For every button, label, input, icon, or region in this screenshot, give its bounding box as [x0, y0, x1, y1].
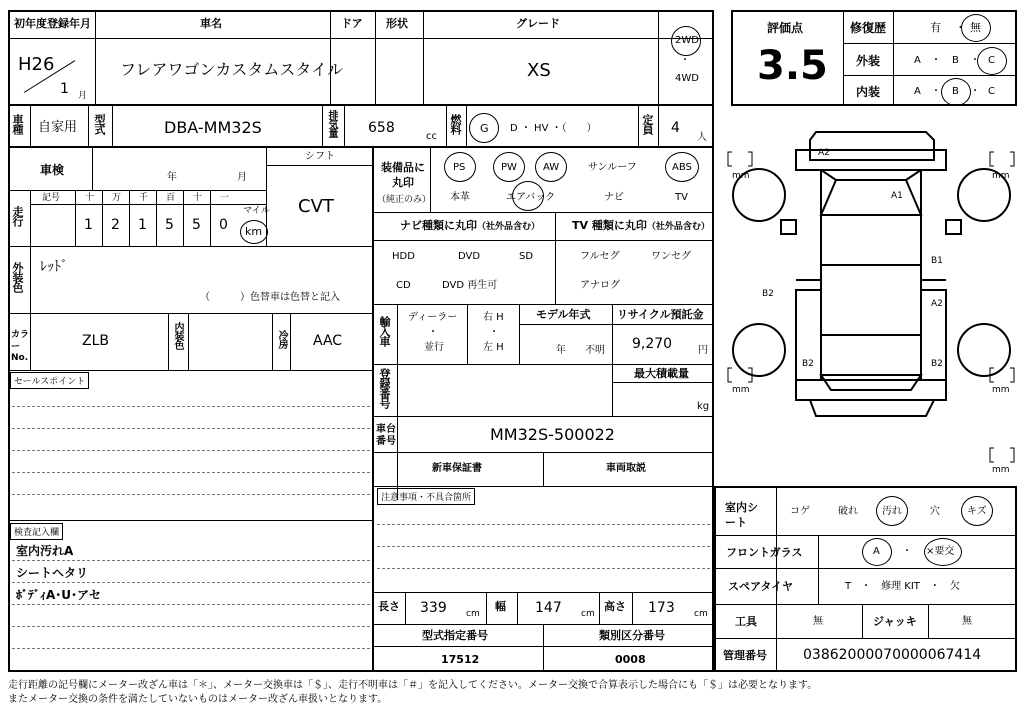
footer-line-1: 走行距離の記号欄にメーター改ざん車は「＊」、メーター交換車は「＄」、走行不明車は「＃」を記入してください。メーター交換で合算表示した場合にも「＄」は必要となります。 [8, 680, 818, 691]
int-color-label: 内装色 [172, 322, 183, 349]
month-unit: 月 [78, 91, 88, 101]
capacity-label: 定員 [641, 114, 654, 134]
repair-no: 無 [970, 21, 981, 34]
era-year: H26 [18, 54, 55, 75]
spec-row [8, 106, 714, 148]
mileage-digit: 0 [219, 217, 228, 233]
model-year-label: モデル年式 [536, 308, 591, 321]
ext-color: ﾚｯﾄﾞ [40, 259, 68, 275]
km-label: km [245, 225, 263, 238]
model-year: 年 [556, 345, 566, 356]
digit-header: 十 [193, 193, 203, 203]
interior-label: 内装 [856, 85, 881, 99]
tv-equip: TV [675, 192, 688, 203]
glass-need: ×要交 [926, 546, 955, 557]
mgmt: 03862000070000067414 [803, 647, 982, 663]
interior-c: C [988, 86, 995, 97]
width: 147 [535, 600, 562, 616]
capacity-unit: 人 [697, 132, 707, 143]
height: 173 [648, 600, 675, 616]
tv-analog: アナログ [580, 280, 620, 291]
repair-sep: ・ [955, 21, 966, 34]
ac-label: 冷房 [276, 330, 287, 348]
interior-a: A [914, 86, 921, 97]
navi-equip: ナビ [604, 192, 624, 203]
drive-2wd: 2WD [675, 35, 699, 46]
dashed-line [12, 472, 370, 473]
grade-label: グレード [516, 17, 560, 30]
ext-color-label: 外装色 [11, 262, 24, 292]
spare-options: T ・ 修理 KIT ・ 欠 [845, 581, 960, 592]
digit-header: 百 [166, 193, 176, 203]
drive-sep: ・ [680, 55, 690, 66]
car-diagram [726, 120, 1018, 476]
mileage-digit: 2 [111, 217, 120, 233]
kg: kg [697, 401, 710, 412]
import-sep: ・ [428, 327, 438, 338]
dashed-line [12, 582, 370, 583]
seat-ana: 穴 [930, 506, 940, 517]
seat-kizu: キズ [967, 506, 987, 517]
displacement: 658 [368, 120, 395, 136]
ac: AAC [313, 333, 343, 349]
inspector-label: 検査記入欄 [10, 523, 63, 540]
dashed-line [12, 648, 370, 649]
score-value: 3.5 [757, 43, 828, 89]
lr-sep: ・ [489, 327, 499, 338]
glass-a: A [873, 546, 880, 557]
airbag: エアバック [506, 192, 556, 203]
interior-sep1: ・ [931, 86, 941, 97]
drive-4wd: 4WD [675, 73, 699, 84]
chassis: MM32S-500022 [490, 425, 615, 444]
length: 339 [420, 600, 447, 616]
inspector-line-2: シートヘタリ [16, 566, 89, 580]
class-no: 0008 [615, 653, 646, 666]
recycle: 9,270 [632, 336, 673, 352]
color-note: （ ）色替車は色替と記入 [200, 292, 340, 303]
exterior-a: A [914, 55, 921, 66]
manual: 車両取説 [606, 463, 646, 474]
cc-unit: cc [426, 131, 437, 142]
exterior-b: B [952, 55, 959, 66]
length-label: 長さ [378, 600, 400, 613]
score-label: 評価点 [767, 21, 804, 35]
dashed-line [12, 626, 370, 627]
leather: 本革 [450, 192, 470, 203]
mgmt-label: 管理番号 [723, 649, 767, 662]
interior-b: B [952, 86, 959, 97]
dashed-line [377, 568, 710, 569]
first-reg-label: 初年度登録年月 [14, 17, 91, 30]
class-no-label: 類別区分番号 [599, 629, 665, 642]
car-name: フレアワゴンカスタムスタイル [120, 60, 344, 79]
tools: 無 [813, 616, 823, 627]
tv-oneseg: ワンセグ [651, 251, 691, 262]
glass-label: フロントガラス [726, 546, 803, 559]
chassis-label: 車台番号 [376, 424, 396, 447]
abs: ABS [672, 162, 692, 173]
seat-label: 室内シート [725, 501, 758, 530]
color-code: ZLB [82, 333, 109, 349]
jack: 無 [962, 616, 972, 627]
footer-line-2: またメーター交換の条件を満たしていないものはメーター改ざん車扱いとなります。 [8, 694, 388, 705]
shaken-year: 年 [167, 172, 177, 183]
right-h: 右 H [483, 312, 504, 323]
navi-cd: CD [396, 280, 411, 291]
usage: 自家用 [38, 120, 78, 135]
dashed-line [12, 560, 370, 561]
diag-b2-left: B2 [762, 289, 774, 299]
sales-point-label: セールスポイント [10, 372, 89, 389]
tools-label: 工具 [735, 615, 757, 628]
diag-mm-rl: mm [732, 385, 750, 395]
diag-mm-spare: mm [992, 465, 1010, 475]
height-label: 高さ [604, 600, 626, 613]
model-year-unknown: 不明 [585, 345, 605, 356]
model: DBA-MM32S [164, 118, 262, 137]
navi-title: ナビ種類に丸印（社外品含む） [400, 219, 541, 232]
tv-fullseg: フルセグ [580, 251, 620, 262]
mileage-label: 走行 [11, 206, 24, 226]
type-no-label: 型式指定番号 [422, 629, 488, 642]
interior-sep2: ・ [970, 86, 980, 97]
spare-label: スペアタイヤ [728, 580, 794, 593]
import-label: 輸入車 [378, 316, 391, 346]
shape-label: 形状 [386, 17, 408, 30]
mile-label: マイル [243, 206, 270, 216]
exterior-sep2: ・ [970, 55, 980, 66]
import-dealer: ディーラー [408, 312, 458, 323]
seat-yogore: 汚れ [882, 506, 902, 517]
sunroof: サンルーフ [588, 162, 637, 173]
warranty: 新車保証書 [432, 463, 482, 474]
digit-header: 十 [85, 193, 95, 203]
equip-label: 装備品に丸印 [381, 161, 425, 190]
ps: PS [453, 162, 466, 173]
dashed-line [12, 604, 370, 605]
exterior-c: C [988, 55, 995, 66]
model-label: 型式 [93, 114, 106, 134]
dashed-line [377, 546, 710, 547]
mileage-digit: 1 [138, 217, 147, 233]
exterior-sep1: ・ [931, 55, 941, 66]
repair-yes: 有 [930, 21, 941, 34]
notes-label: 注意事項・不具合箇所 [377, 488, 475, 505]
diag-mm-fl: mm [732, 171, 750, 181]
kigou-label: 記号 [42, 193, 61, 203]
seat-yabure: 破れ [838, 506, 858, 517]
door-label: ドア [341, 17, 363, 30]
diag-b2-right: B2 [931, 359, 943, 369]
diag-b2-rear: B2 [802, 359, 814, 369]
digit-header: 千 [139, 193, 149, 203]
navi-dvd: DVD [458, 251, 481, 262]
displacement-label: 排気量 [326, 110, 337, 137]
shaken-month: 月 [237, 172, 247, 183]
digit-header: 万 [112, 193, 122, 203]
fuel-rest: D ・ HV ・（ ） [510, 123, 597, 134]
reg-label: 登録番号 [378, 368, 391, 408]
diag-a1: A1 [891, 191, 903, 201]
inspector-line-3: ﾎﾞﾃﾞｨA･U･アセ [16, 588, 101, 602]
fuel-label: 燃料 [449, 114, 462, 134]
dashed-line [377, 524, 710, 525]
aw: AW [543, 162, 560, 173]
repair-label: 修復歴 [850, 21, 887, 35]
mileage-digit: 1 [84, 217, 93, 233]
import-parallel: 並行 [424, 342, 444, 353]
shift: CVT [298, 196, 334, 217]
width-label: 幅 [495, 600, 506, 613]
tv-title: TV 種類に丸印（社外品含む） [572, 219, 710, 232]
exterior-label: 外装 [856, 54, 881, 68]
diag-a2-right: A2 [931, 299, 943, 309]
type-no: 17512 [441, 653, 480, 666]
dashed-line [12, 406, 370, 407]
length-cm: cm [466, 609, 480, 619]
diag-b1: B1 [931, 256, 943, 266]
car-name-label: 車名 [200, 17, 222, 30]
width-cm: cm [581, 609, 595, 619]
usage-label: 車種 [11, 114, 24, 134]
glass-sep: ・ [902, 546, 912, 557]
inspector-line-1: 室内汚れA [16, 544, 74, 558]
digit-header: 一 [220, 193, 230, 203]
seat-koge: コゲ [790, 506, 810, 517]
dashed-line [12, 428, 370, 429]
grade-value: XS [527, 60, 551, 81]
navi-sd: SD [519, 251, 534, 262]
navi-dvd-play: DVD 再生可 [442, 280, 498, 291]
height-cm: cm [694, 609, 708, 619]
yen: 円 [698, 345, 708, 356]
pw: PW [501, 162, 517, 173]
diag-a2-top: A2 [818, 148, 830, 158]
shift-label: シフト [305, 151, 335, 162]
diag-mm-rr: mm [992, 385, 1010, 395]
mileage-digit: 5 [192, 217, 201, 233]
navi-hdd: HDD [392, 251, 415, 262]
shaken-label: 車検 [40, 163, 65, 177]
dashed-line [12, 450, 370, 451]
mileage-digit: 5 [165, 217, 174, 233]
recycle-label: リサイクル預託金 [617, 308, 704, 321]
color-code-label: カラーNo. [11, 330, 30, 364]
equip-sub: （純正のみ） [377, 195, 432, 205]
jack-label: ジャッキ [873, 615, 917, 628]
left-h: 左 H [483, 342, 504, 353]
diag-mm-fr: mm [992, 171, 1010, 181]
reg-month: 1 [60, 81, 69, 97]
max-load-label: 最大積載量 [634, 367, 689, 380]
dashed-line [12, 494, 370, 495]
capacity: 4 [671, 120, 680, 136]
fuel-g: G [480, 122, 489, 135]
